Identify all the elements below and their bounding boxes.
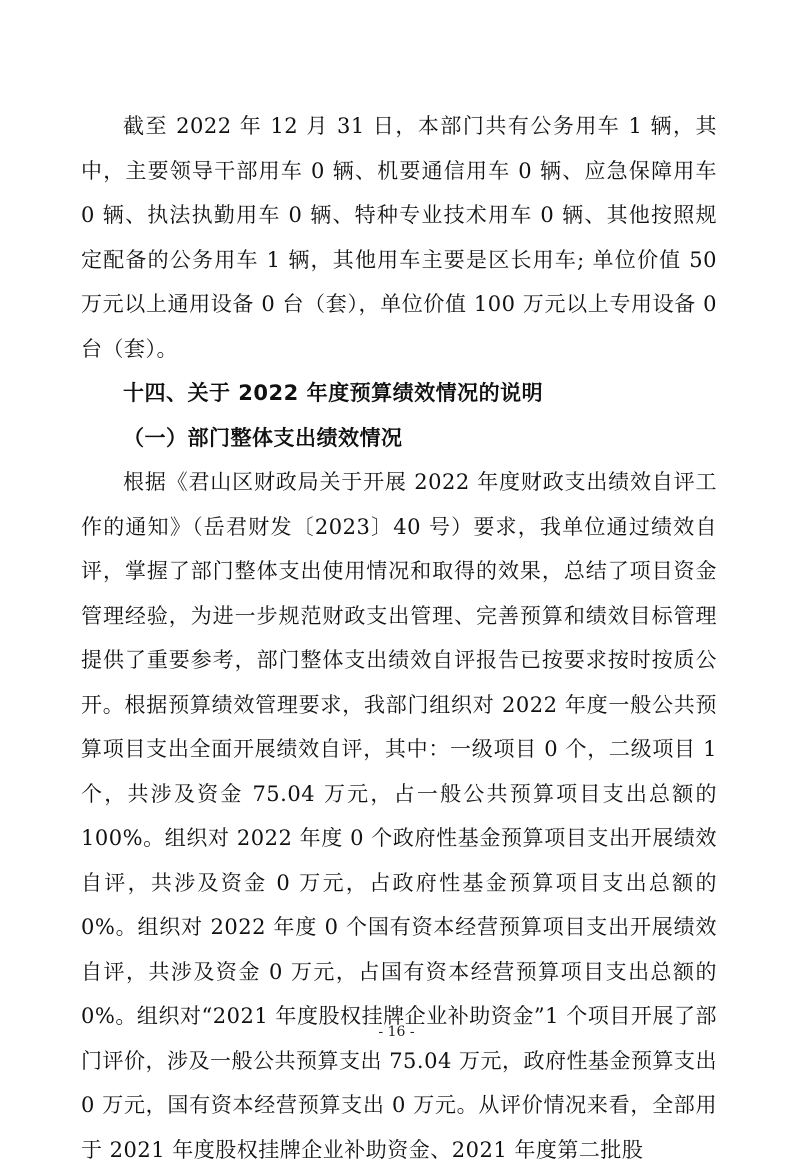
page-number: - 16 -	[378, 1024, 415, 1040]
paragraph-vehicles: 截至 2022 年 12 月 31 日，本部门共有公务用车 1 辆，其中，主要领导干部用车 0 辆、机要通信用车 0 辆、应急保障用车 0 辆、执法执勤用车 0 辆、特种专业技术用车 0 辆、其他按照规定配备的公务用车 1 辆，其他用车主要是区长用车; 单位价值 50 万元以上通用设备 0 台（套），单位价值 100 万元以上专用设备 0 台（套）。	[81, 114, 717, 361]
section-heading: 十四、关于 2022 年度预算绩效情况的说明	[123, 381, 544, 405]
subsection-heading: （一）部门整体支出绩效情况	[123, 425, 403, 450]
paragraph-performance: 根据《君山区财政局关于开展 2022 年度财政支出绩效自评工作的通知》（岳君财发〔2023〕40 号）要求，我单位通过绩效自评，掌握了部门整体支出使用情况和取得的效果，总结了项目资金管理经验，为进一步规范财政支出管理、完善预算和绩效目标管理提供了重要参考，部门整体支出绩效自评报告已按要求按时按质公开。根据预算绩效管理要求，我部门组织对 2022 年度一般公共预算项目支出全面开展绩效自评，其中：一级项目 0 个，二级项目 1 个，共涉及资金 75.04 万元，占一般公共预算项目支出总额的 100%。组织对 2022 年度 0 个政府性基金预算项目支出开展绩效自评，共涉及资金 0 万元，占政府性基金预算项目支出总额的 0%。组织对 2022 年度 0 个国有资本经营预算项目支出开展绩效自评，共涉及资金 0 万元，占国有资本经营预算项目支出总额的 0%。组织对“2021 年度股权挂牌企业补助资金”1 个项目开展了部门评价，涉及一般公共预算支出 75.04 万元，政府性基金预算支出 0 万元，国有资本经营预算支出 0 万元。从评价情况来看，全部用于 2021 年度股权挂牌企业补助资金、2021 年度第二批股	[81, 470, 717, 1162]
document-body	[81, 104, 717, 1172]
